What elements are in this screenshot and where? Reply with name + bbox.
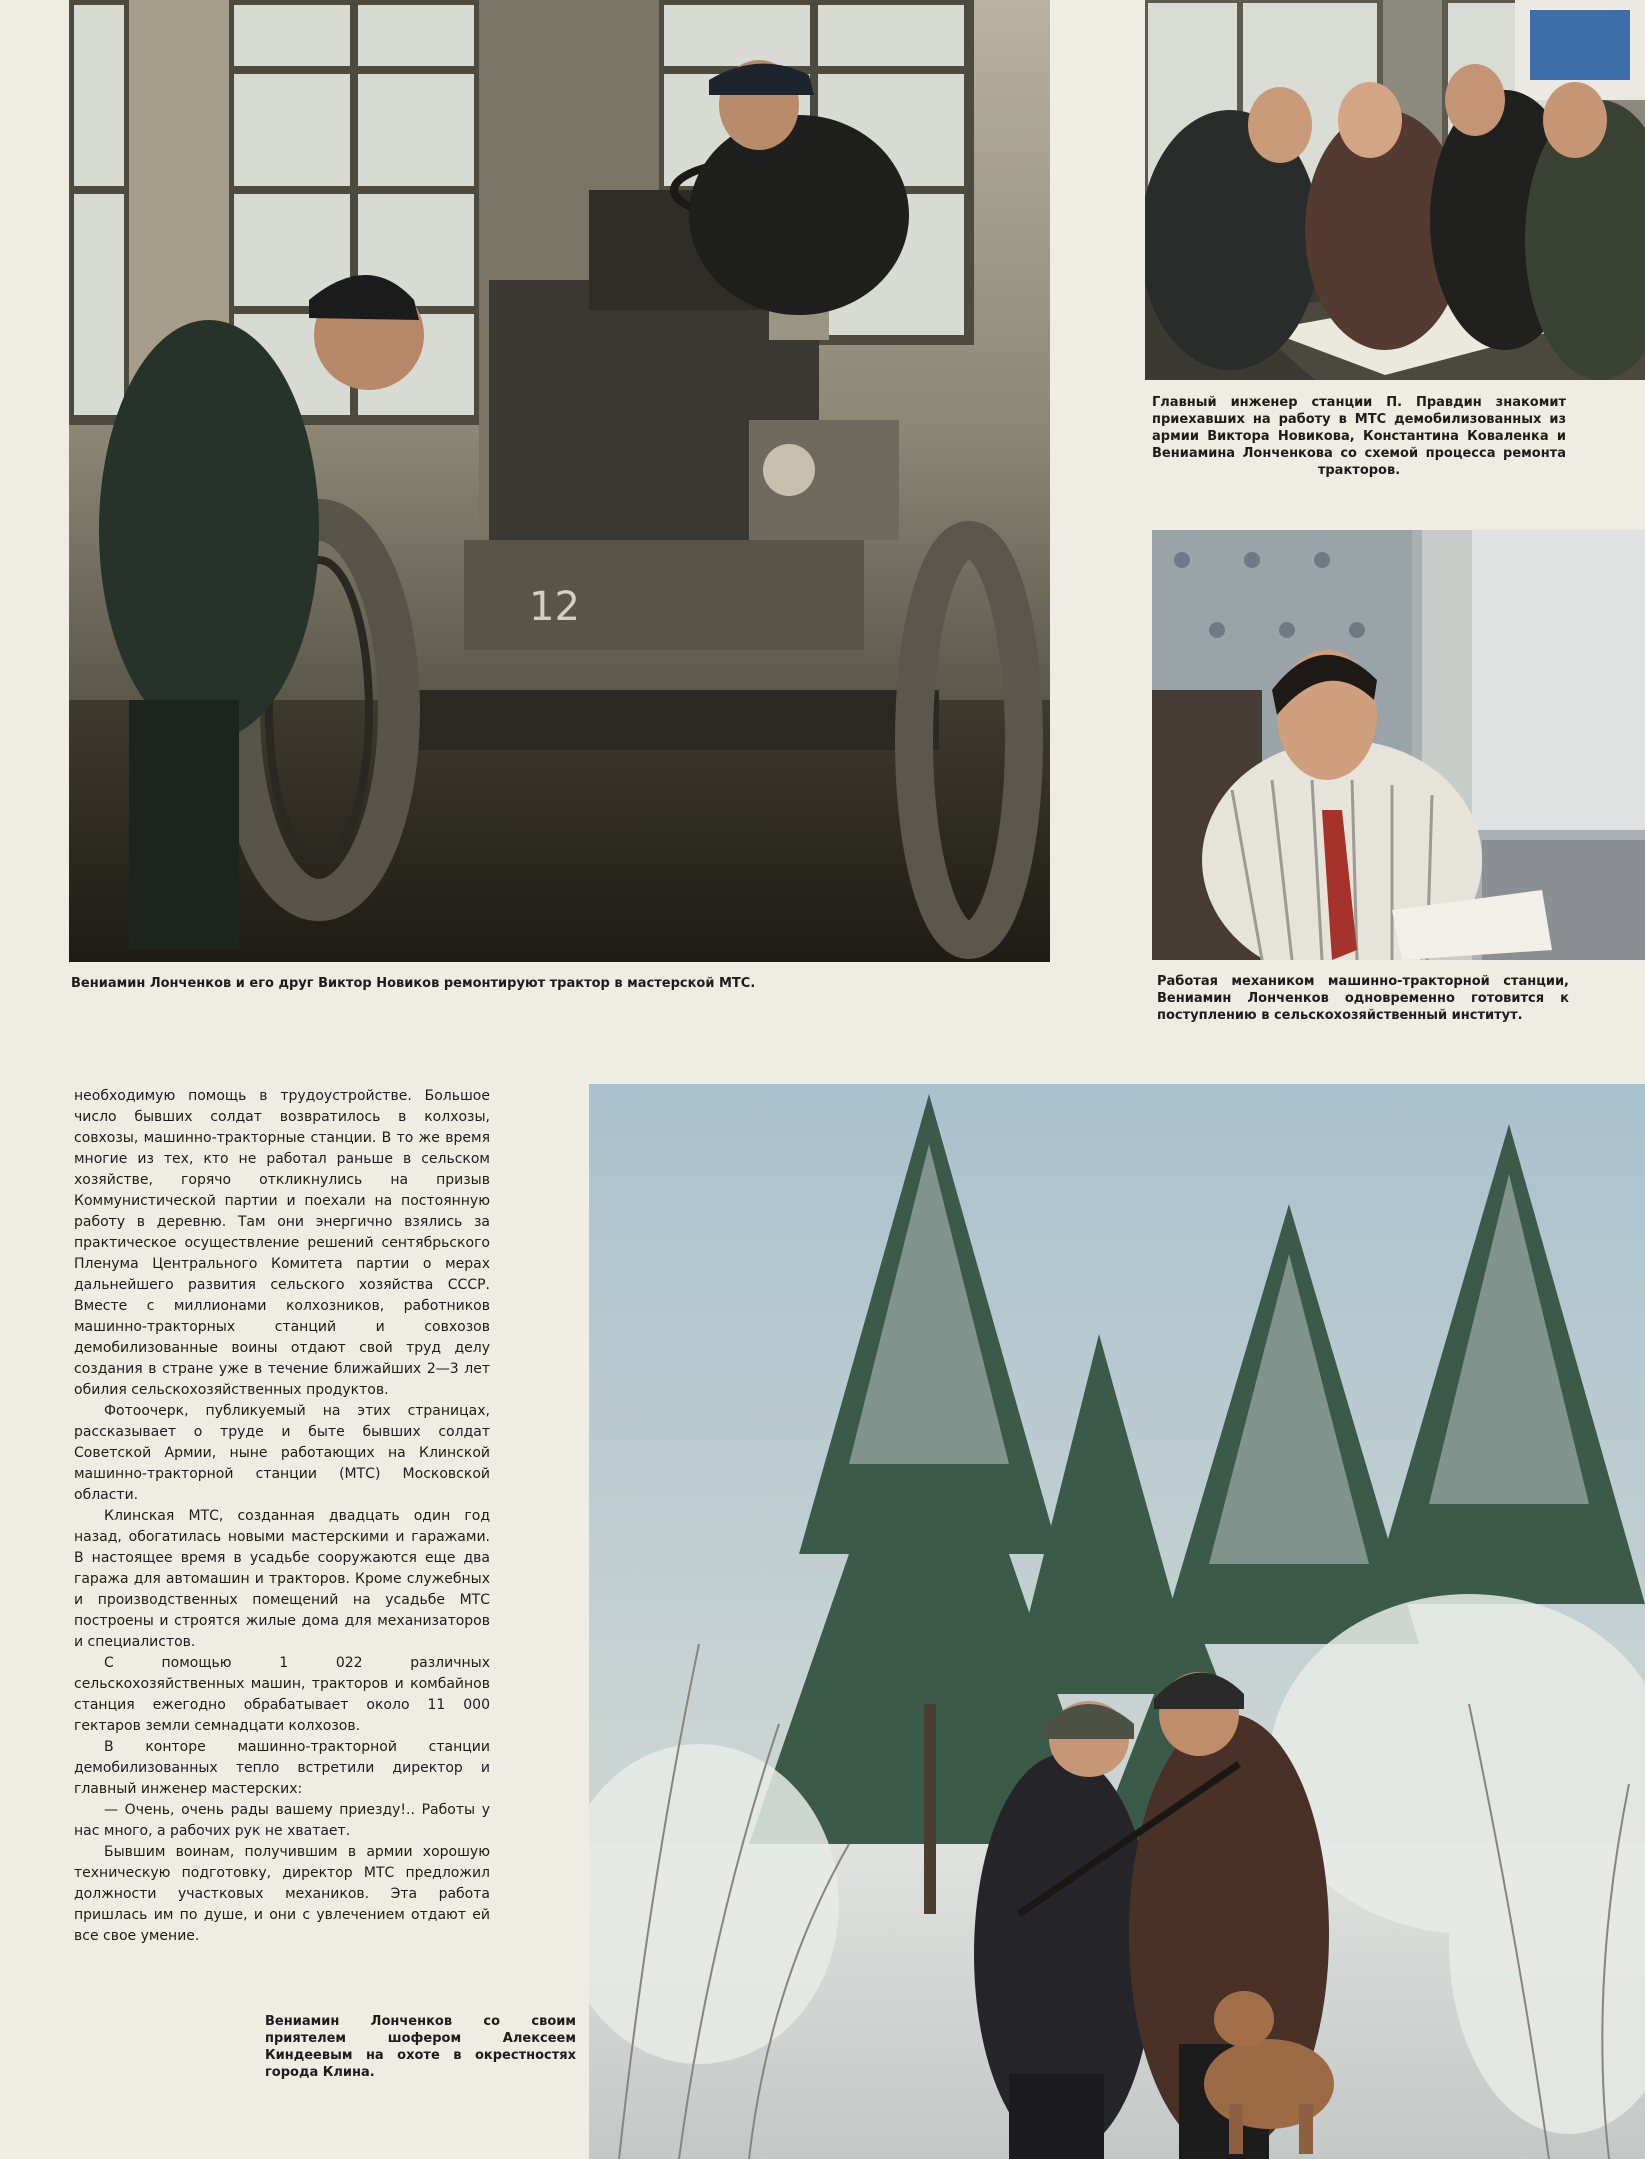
article-paragraph: Фотоочерк, публикуемый на этих страницах, рассказывает о труде и быте бывших солдат Советской Армии, ныне работающих на Клинской машинно-тракторной станции (МТС) Московской области. bbox=[74, 1403, 490, 1503]
article-text bbox=[74, 1086, 490, 1947]
caption-hunting: Вениамин Лонченков со своим приятелем шофером Алексеем Киндеевым на охоте в окрестностях города Клина. bbox=[265, 2014, 576, 2080]
photo-mechanic-reading bbox=[1152, 530, 1645, 960]
photo-winter-hunting bbox=[589, 1084, 1645, 2159]
svg-text:12: 12 bbox=[529, 584, 580, 630]
article-paragraph: — Очень, очень рады вашему приезду!.. Работы у нас много, а рабочих рук не хватает. bbox=[74, 1802, 490, 1839]
photo-tractor-workshop bbox=[69, 0, 1050, 962]
article-paragraph: Клинская МТС, созданная двадцать один год назад, обогатилась новыми мастерскими и гаражами. В настоящее время в усадьбе сооружаются еще два гаража для автомашин и тракторов. Кроме служебных и производственных помещений на усадьбе МТС построены и строятся жилые дома для механизаторов и специалистов. bbox=[74, 1508, 490, 1650]
caption-engineer: Главный инженер станции П. Правдин знакомит приехавших на работу в МТС демобилизованных из армии Виктора Новикова, Константина Коваленка и Вениамина Лонченкова со схемой процесса ремонта тракторов. bbox=[1152, 395, 1566, 478]
caption-workshop: Вениамин Лонченков и его друг Виктор Новиков ремонтируют трактор в мастерской МТС. bbox=[71, 976, 756, 991]
photo-engineer-scheme bbox=[1145, 0, 1645, 380]
article-paragraph: необходимую помощь в трудоустройстве. Большое число бывших солдат возвратилось в колхозы, совхозы, машинно-тракторные станции. В то же время многие из тех, кто не работал раньше в сельском хозяйстве, горячо откликнулись на призыв Коммунистической партии и поехали на постоянную работу в деревню. Там они энергично взялись за практическое осуществление решений сентябрьского Пленума Центрального Комитета партии о мерах дальнейшего развития сельского хозяйства СССР. Вместе с миллионами колхозников, работников машинно-тракторных станций и совхозов демобилизованные воины отдают свой труд делу создания в стране уже в течение ближайших 2—3 лет обилия сельскохозяйственных продуктов. bbox=[74, 1088, 490, 1398]
article-paragraph: Бывшим воинам, получившим в армии хорошую техническую подготовку, директор МТС предложил должности участковых механиков. Эта работа пришлась им по душе, и они с увлечением отдают ей все свое умение. bbox=[74, 1844, 490, 1944]
article-paragraph: В конторе машинно-тракторной станции демобилизованных тепло встретили директор и главный инженер мастерских: bbox=[74, 1739, 490, 1797]
article-paragraph: С помощью 1 022 различных сельскохозяйственных машин, тракторов и комбайнов станция ежегодно обрабатывает около 11 000 гектаров земли семнадцати колхозов. bbox=[74, 1655, 490, 1734]
caption-mechanic: Работая механиком машинно-тракторной станции, Вениамин Лонченков одновременно готовится к поступлению в сельскохозяйственный институт. bbox=[1157, 974, 1569, 1023]
